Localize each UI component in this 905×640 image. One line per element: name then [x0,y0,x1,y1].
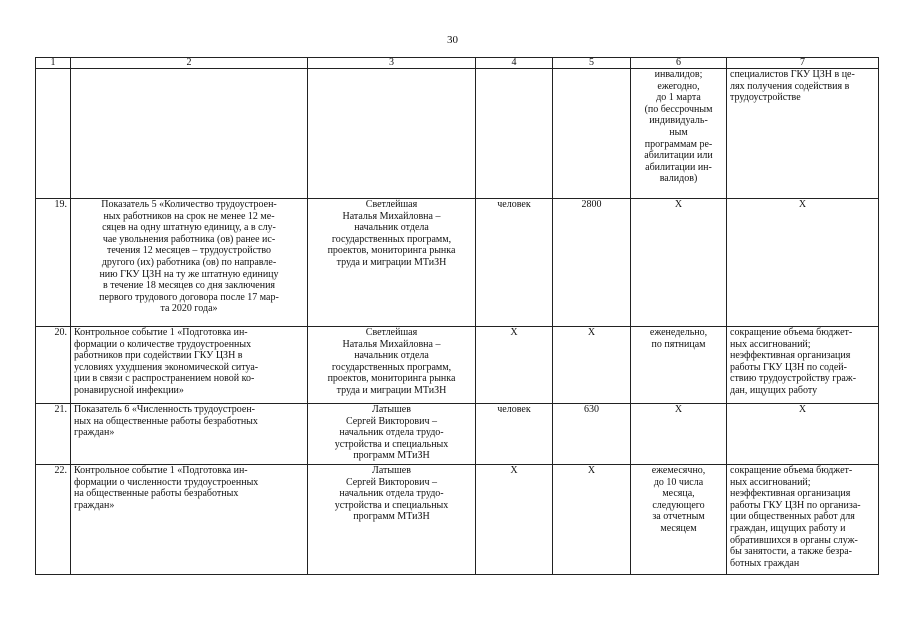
row-description: Контрольное событие 1 «Подготовка ин- формации о количестве трудоустроенных работников при содействии ГКУ ЦЗН в условиях ухудшения экономической ситуа- ции в связи с распространением новой ко- ронавирусной инфекции» [71,327,308,404]
continuation-cell-4 [476,69,553,199]
row-number: 21. [36,404,71,465]
row-responsible: Латышев Сергей Викторович – начальник отдела трудо- устройства и специальных программ МТиЗН [308,465,476,575]
continuation-row [36,69,879,199]
row-unit: человек [476,199,553,327]
table-row [36,199,879,327]
row-period: Х [631,199,727,327]
table-row [36,327,879,404]
row-responsible: Латышев Сергей Викторович – начальник отдела трудо- устройства и специальных программ МТиЗН [308,404,476,465]
row-risks: сокращение объема бюджет- ных ассигнований; неэффективная организация работы ГКУ ЦЗН по организа- ции общественных работ для граждан, ищущих работу и обратившихся в органы служ- бы занятости, а также безра- ботных граждан [727,465,879,575]
column-number-row [36,58,879,69]
column-header-1: 1 [36,58,71,69]
row-description: Показатель 6 «Численность трудоустроен- ных на общественные работы безработных граждан» [71,404,308,465]
column-header-4: 4 [476,58,553,69]
column-header-6: 6 [631,58,727,69]
row-risks: сокращение объема бюджет- ных ассигнований; неэффективная организация работы ГКУ ЦЗН по содей- ствию трудоустройству граж- дан, ищущих работу [727,327,879,404]
row-responsible: Светлейшая Наталья Михайловна – начальник отдела государственных программ, проектов, мониторинга рынка труда и миграции МТиЗН [308,199,476,327]
continuation-cell-5 [553,69,631,199]
page-number: 30 [447,34,458,46]
continuation-cell-3 [308,69,476,199]
row-risks: Х [727,404,879,465]
row-risks: Х [727,199,879,327]
row-number: 20. [36,327,71,404]
column-header-5: 5 [553,58,631,69]
continuation-risks-cell: специалистов ГКУ ЦЗН в це- лях получения содействия в трудоустройстве [727,69,879,199]
continuation-cell-1 [36,69,71,199]
row-period: Х [631,404,727,465]
row-period: ежемесячно, до 10 числа месяца, следующего за отчетным месяцем [631,465,727,575]
row-number: 19. [36,199,71,327]
column-header-7: 7 [727,58,879,69]
row-value: 630 [553,404,631,465]
row-description: Показатель 5 «Количество трудоустроен- ных работников на срок не менее 12 ме- сяцев на одну штатную единицу, а в слу- чае увольнения работника (ов) ранее ис- течения 12 месяцев – трудоустройство другого (их) работника (ов) по направле- нию ГКУ ЦЗН на ту же штатную единицу в течение 18 месяцев со дня заключения первого трудового договора после 17 мар- та 2020 года» [71,199,308,327]
continuation-cell-2 [71,69,308,199]
row-value: Х [553,465,631,575]
row-unit: Х [476,465,553,575]
column-header-3: 3 [308,58,476,69]
table-row [36,404,879,465]
row-description: Контрольное событие 1 «Подготовка ин- формации о численности трудоустроенных на общественные работы безработных граждан» [71,465,308,575]
plan-table [35,57,879,575]
row-value: 2800 [553,199,631,327]
row-number: 22. [36,465,71,575]
row-period: еженедельно, по пятницам [631,327,727,404]
row-responsible: Светлейшая Наталья Михайловна – начальник отдела государственных программ, проектов, мониторинга рынка труда и миграции МТиЗН [308,327,476,404]
row-unit: Х [476,327,553,404]
continuation-period-cell: инвалидов; ежегодно, до 1 марта (по бессрочным индивидуаль- ным программам ре- абилитации или абилитации ин- валидов) [631,69,727,199]
row-value: Х [553,327,631,404]
table-row [36,465,879,575]
row-unit: человек [476,404,553,465]
column-header-2: 2 [71,58,308,69]
